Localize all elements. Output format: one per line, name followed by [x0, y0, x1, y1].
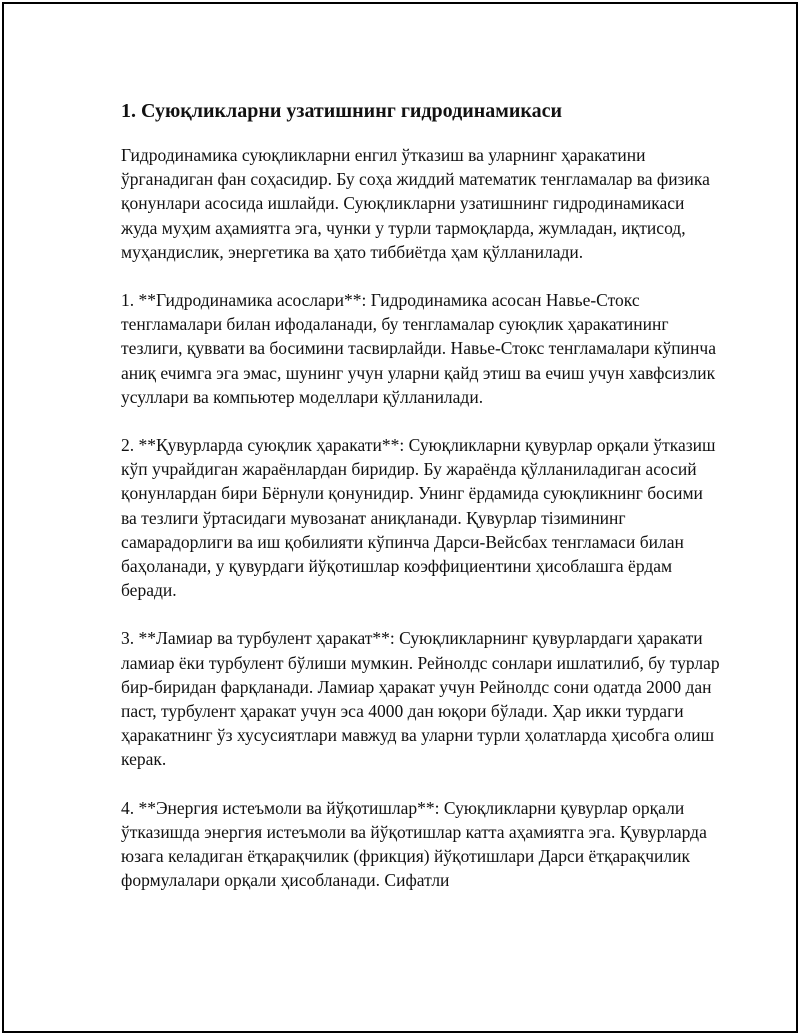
intro-paragraph: Гидродинамика суюқликларни енгил ўтказиш ва уларнинг ҳаракатини ўрганадиган фан соҳасидир. Бу соҳа жиддий математик тенгламалар ва физика қонунлари асосида ишлайди. Суюқликларни узатишнинг гидродинамикаси жуда муҳим аҳамиятга эга, чунки у турли тармоқларда, жумладан, иқтисод, муҳандислик, энергетика ва ҳато тиббиётда ҳам қўлланилади. [121, 145, 710, 262]
paragraph-pipe-flow: 2. **Қувурларда суюқлик ҳаракати**: Суюқликларни қувурлар орқали ўтказиш кўп учрайдиган жараёнлардан биридир. Бу жараёнда қўлланиладиган асосий қонунлардан бири Бёрнули қонунидир. Унинг ёрдамида суюқликнинг босими ва тезлиги ўртасидаги мувозанат аниқланади. Қувурлар тізимининг самарадорлиги ва иш қобилияти кўпинча Дарси-Вейсбах тенгламаси билан баҳоланади, у қувурдаги йўқотишлар коэффициентини ҳисоблашга ёрдам беради. [121, 435, 716, 601]
document-body [121, 98, 721, 916]
paragraph-energy-losses: 4. **Энергия истеъмоли ва йўқотишлар**: Суюқликларни қувурлар орқали ўтказишда энергия истеъмоли ва йўқотишлар катта аҳамиятга эга. Қувурларда юзага келадиган ётқарақчилик (фрикция) йўқотишлари Дарси ётқарақчилик формулалари орқали ҳисобланади. Сифатли [121, 797, 707, 891]
paragraph-hydrodynamics-basics: 1. **Гидродинамика асослари**: Гидродинамика асосан Навье-Стокс тенгламалари билан ифодаланади, бу тенгламалар суюқлик ҳаракатининг тезлиги, қуввати ва босимини тасвирлайди. Навье-Стокс тенгламалари кўпинча аниқ ечимга эга эмас, шунинг учун уларни қайд этиш ва ечиш учун хавфсизлик усуллари ва компьютер моделлари қўлланилади. [121, 290, 716, 407]
document-page [2, 2, 798, 1033]
document-title: 1. Суюқликларни узатишнинг гидродинамикаси [121, 100, 563, 122]
paragraph-laminar-turbulent: 3. **Ламиар ва турбулент ҳаракат**: Суюқликларнинг қувурлардаги ҳаракати ламиар ёки турбулент бўлиши мумкин. Рейнолдс сонлари ишлатилиб, бу турлар бир-биридан фарқланади. Ламиар ҳаракат учун Рейнолдс сони одатда 2000 дан паст, турбулент ҳаракат учун эса 4000 дан юқори бўлади. Ҳар икки турдаги ҳаракатнинг ўз хусусиятлари мавжуд ва уларни турли ҳолатларда ҳисобга олиш керак. [121, 628, 720, 770]
